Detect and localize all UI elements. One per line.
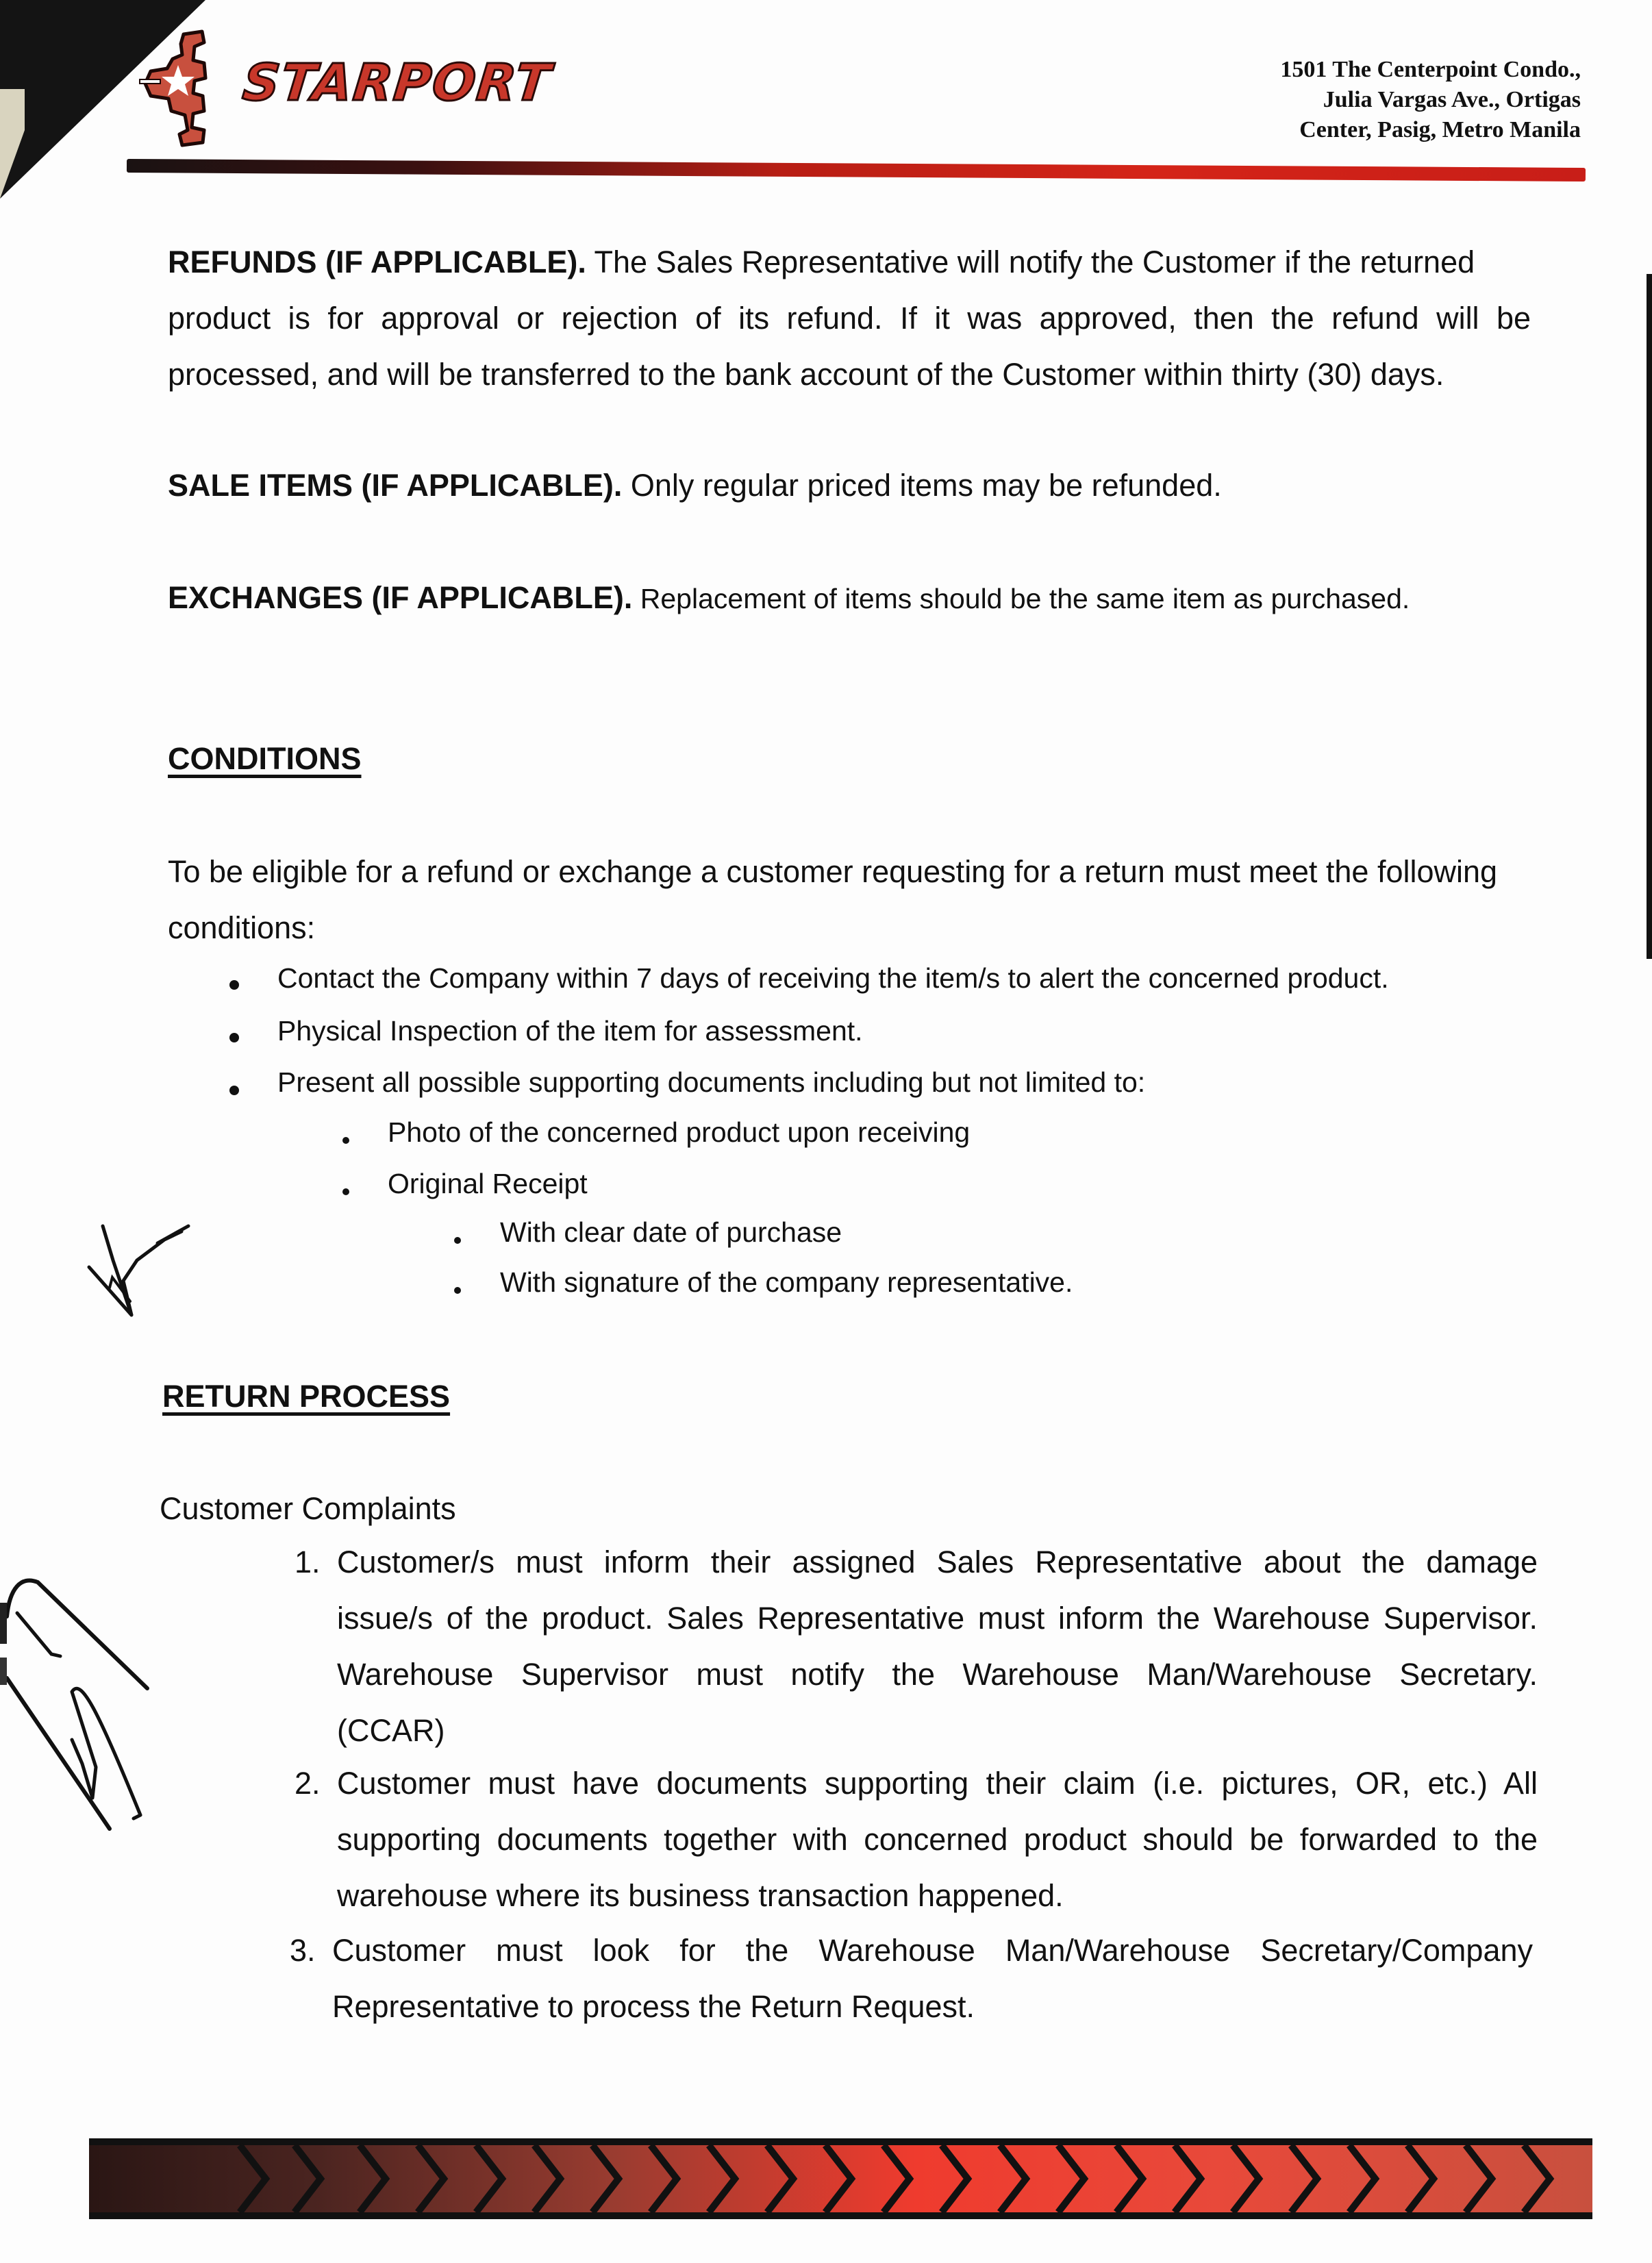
address-line-1: 1501 The Centerpoint Condo., (1280, 57, 1581, 82)
step-number: 1. (295, 1545, 321, 1579)
refunds-section (168, 234, 1531, 403)
refunds-title: REFUNDS (IF APPLICABLE). (168, 245, 586, 279)
bullet-icon (342, 1188, 349, 1195)
company-address (1280, 55, 1581, 145)
company-name: STARPORT (240, 53, 555, 112)
handwritten-initials-icon (82, 1219, 226, 1322)
return-step-2 (295, 1755, 1538, 1924)
condition-sub-sub-item-1: With clear date of purchase (500, 1216, 842, 1248)
company-logo (137, 27, 555, 151)
step-number: 3. (290, 1933, 316, 1968)
starport-emblem-icon (137, 27, 247, 151)
step-number: 2. (295, 1766, 321, 1801)
sale-items-title: SALE ITEMS (IF APPLICABLE). (168, 468, 623, 503)
step-3-line-2: Representative to process the Return Request. (332, 1989, 975, 2024)
photo-right-edge (1647, 274, 1652, 959)
return-process-heading: RETURN PROCESS (162, 1379, 451, 1414)
bullet-icon (342, 1137, 349, 1144)
step-2-line-1: Customer must have documents supporting their claim (i.e. pictures, OR, etc.) All (337, 1766, 1538, 1801)
bullet-icon (454, 1287, 461, 1294)
bullet-icon (229, 980, 239, 990)
exchanges-section (168, 570, 1531, 627)
step-1-line-1: Customer/s must inform their assigned Sales Representative about the damage (337, 1545, 1538, 1579)
bullet-icon (229, 1086, 239, 1095)
condition-sub-item-2: Original Receipt (388, 1168, 588, 1199)
condition-item-2: Physical Inspection of the item for assessment. (277, 1015, 863, 1047)
step-1-line-4: (CCAR) (337, 1713, 445, 1748)
bullet-icon (454, 1237, 461, 1244)
conditions-intro-line-1: To be eligible for a refund or exchange a customer requesting for a return must meet the following (168, 854, 1498, 889)
condition-sub-item-1: Photo of the concerned product upon receiving (388, 1116, 971, 1148)
condition-item-3: Present all possible supporting documents including but not limited to: (277, 1066, 1146, 1098)
step-2-line-2: supporting documents together with concerned product should be forwarded to the (337, 1822, 1538, 1857)
conditions-intro (168, 844, 1531, 956)
refunds-line-3: processed, and will be transferred to the bank account of the Customer within thirty (30) days. (168, 357, 1444, 392)
bullet-icon (229, 1033, 239, 1042)
address-line-3: Center, Pasig, Metro Manila (1299, 117, 1581, 142)
address-line-2: Julia Vargas Ave., Ortigas (1323, 87, 1581, 112)
step-1-line-2: issue/s of the product. Sales Representative must inform the Warehouse Supervisor. (337, 1601, 1538, 1636)
sale-items-body: Only regular priced items may be refunded. (622, 468, 1222, 503)
step-3-line-1: Customer must look for the Warehouse Man/Warehouse Secretary/Company (332, 1933, 1533, 1968)
return-step-3 (290, 1923, 1533, 2035)
footer-chevron-banner (89, 2138, 1592, 2219)
refunds-line-2: product is for approval or rejection of its refund. If it was approved, then the refund will be (168, 301, 1531, 336)
customer-complaints-subheading: Customer Complaints (160, 1491, 456, 1526)
refunds-line-1: The Sales Representative will notify the Customer if the returned (586, 245, 1475, 279)
conditions-intro-line-2: conditions: (168, 910, 316, 945)
header-divider (127, 159, 1586, 182)
return-step-1 (295, 1534, 1538, 1759)
sale-items-section (168, 458, 1531, 514)
condition-item-1: Contact the Company within 7 days of receiving the item/s to alert the concerned product. (277, 962, 1389, 994)
conditions-heading: CONDITIONS (168, 741, 362, 776)
photo-left-edge (0, 1603, 7, 1644)
condition-sub-sub-item-2: With signature of the company representative. (500, 1266, 1073, 1298)
step-2-line-3: warehouse where its business transaction happened. (337, 1878, 1064, 1913)
exchanges-body: Replacement of items should be the same item as purchased. (632, 583, 1410, 614)
photo-left-edge (0, 1658, 7, 1685)
handwritten-signature-icon (0, 1555, 164, 1842)
step-1-line-3: Warehouse Supervisor must notify the Warehouse Man/Warehouse Secretary. (337, 1657, 1538, 1692)
exchanges-title: EXCHANGES (IF APPLICABLE). (168, 580, 633, 615)
